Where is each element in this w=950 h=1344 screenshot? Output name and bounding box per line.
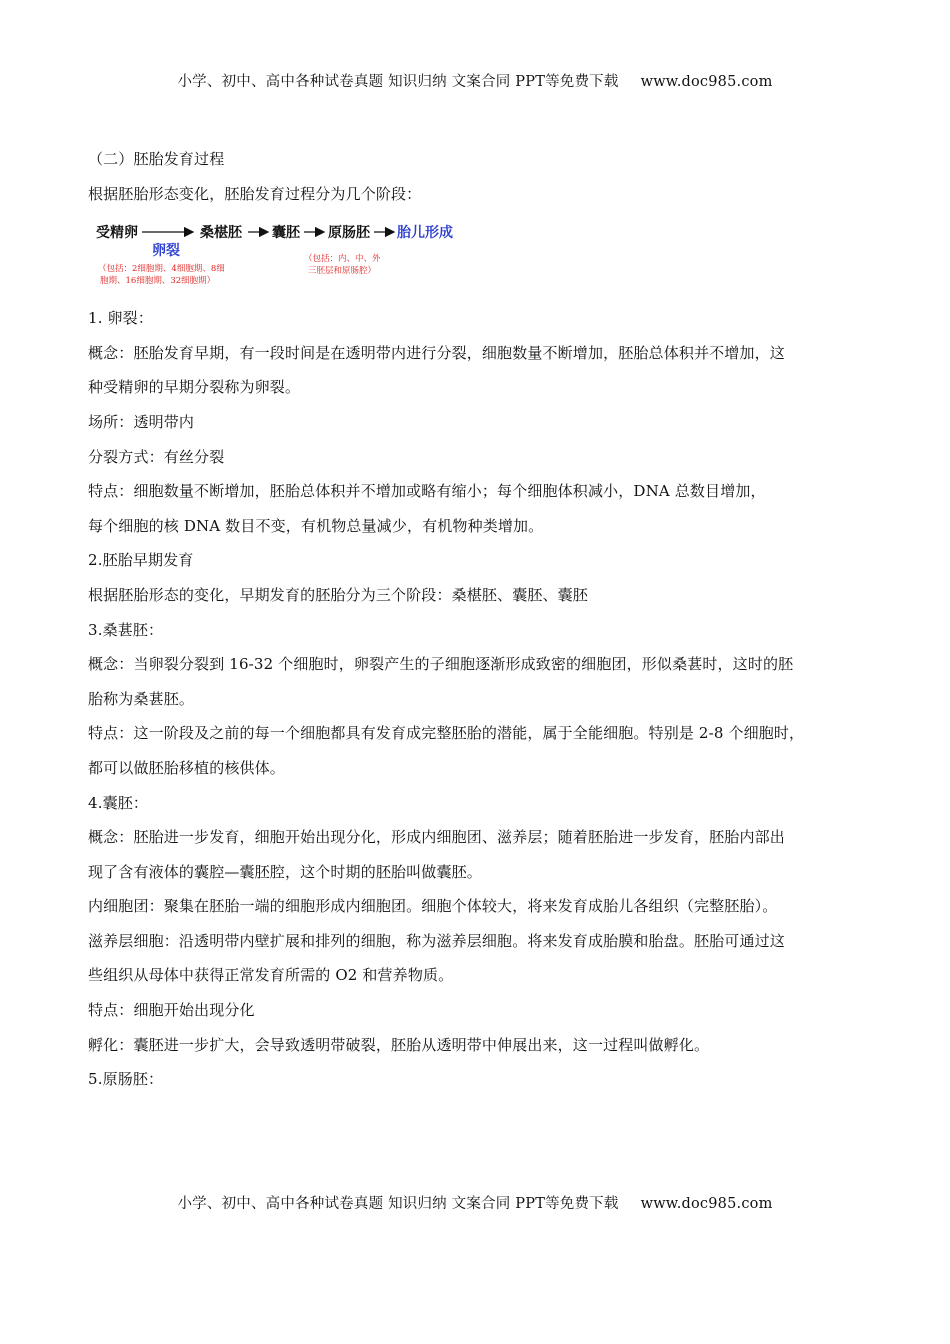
cleavage-concept-1: 概念：胚胎发育早期，有一段时间是在透明带内进行分裂，细胞数量不断增加，胚胎总体积并不增加，这 <box>88 343 785 362</box>
early-development-stages: 根据胚胎形态的变化，早期发育的胚胎分为三个阶段：桑椹胚、囊胚、囊胚 <box>88 585 588 604</box>
header-site-link[interactable]: www.doc985.com <box>640 74 773 90</box>
heading-blastocyst: 4.囊胚： <box>88 793 149 812</box>
trophoblast-1: 滋养层细胞：沿透明带内壁扩展和排列的细胞，称为滋养层细胞。将来发育成胎膜和胎盘。胚胎可通过这 <box>88 931 785 950</box>
stage-morula: 桑椹胚 <box>200 225 242 242</box>
cleavage-concept-2: 种受精卵的早期分裂称为卵裂。 <box>88 378 301 397</box>
flow-diagram-svg <box>88 213 468 287</box>
stage-gastrula: 原肠胚 <box>328 225 370 242</box>
blastocyst-concept-1: 概念：胚胎进一步发育，细胞开始出现分化，形成内细胞团、滋养层；随着胚胎进一步发育，胚胎内部出 <box>88 828 785 847</box>
morula-concept-1: 概念：当卵裂分裂到 16-32 个细胞时，卵裂产生的子细胞逐渐形成致密的细胞团，形似桑葚时，这时的胚 <box>88 655 794 674</box>
heading-morula: 3.桑葚胚： <box>88 620 164 639</box>
stage-blastocyst: 囊胚 <box>272 225 300 242</box>
footer-text: 小学、初中、高中各种试卷真题 知识归纳 文案合同 PPT等免费下载 <box>177 1196 619 1212</box>
header-text: 小学、初中、高中各种试卷真题 知识归纳 文案合同 PPT等免费下载 <box>177 74 619 90</box>
document-body <box>88 142 868 1097</box>
cleavage-features-1: 特点：细胞数量不断增加，胚胎总体积并不增加或略有缩小；每个细胞体积减小，DNA 总数目增加， <box>88 482 766 501</box>
blastocyst-features: 特点：细胞开始出现分化 <box>88 1001 255 1020</box>
hatching: 孵化：囊胚进一步扩大，会导致透明带破裂，胚胎从透明带中伸展出来，这一过程叫做孵化。 <box>88 1035 710 1054</box>
cleavage-features-2: 每个细胞的核 DNA 数目不变，有机物总量减少，有机物种类增加。 <box>88 516 544 535</box>
cleavage-note-line-1: （包括：2细胞期、4细胞期、8细 <box>98 264 225 275</box>
section-title: （二）胚胎发育过程 <box>88 150 225 168</box>
heading-gastrula: 5.原肠胚： <box>88 1070 164 1089</box>
gastrula-note-line-2: 三胚层和原肠腔） <box>308 266 377 277</box>
inner-cell-mass: 内细胞团：聚集在胚胎一端的细胞形成内细胞团。细胞个体较大，将来发育成胎儿各组织（完整胚胎）。 <box>88 897 778 916</box>
stage-fetus: 胎儿形成 <box>397 225 453 242</box>
morula-concept-2: 胎称为桑葚胚。 <box>88 689 195 708</box>
morula-features-1: 特点：这一阶段及之前的每一个细胞都具有发育成完整胚胎的潜能，属于全能细胞。特别是 2-8 个细胞时， <box>88 724 805 743</box>
trophoblast-2: 些组织从母体中获得正常发育所需的 O2 和营养物质。 <box>88 966 454 985</box>
cleavage-division-mode: 分裂方式：有丝分裂 <box>88 447 225 466</box>
intro-paragraph: 根据胚胎形态变化，胚胎发育过程分为几个阶段： <box>88 184 422 203</box>
page-header <box>0 70 950 91</box>
spacer <box>88 287 868 301</box>
footer-site-link[interactable]: www.doc985.com <box>640 1196 773 1212</box>
cleavage-location: 场所：透明带内 <box>88 412 195 431</box>
embryo-development-diagram <box>88 213 468 287</box>
cleavage-note-line-2: 胞期、16细胞期、32细胞期） <box>100 276 216 287</box>
gastrula-note-line-1: （包括：内、中、外 <box>304 254 381 265</box>
page-footer <box>0 1192 950 1213</box>
heading-early-development: 2.胚胎早期发育 <box>88 551 194 570</box>
blastocyst-concept-2: 现了含有液体的囊腔—囊胚腔，这个时期的胚胎叫做囊胚。 <box>88 862 482 881</box>
morula-features-2: 都可以做胚胎移植的核供体。 <box>88 758 285 777</box>
stage-zygote: 受精卵 <box>96 225 138 242</box>
heading-cleavage: 1. 卵裂： <box>88 309 153 328</box>
cleavage-label: 卵裂 <box>152 243 180 260</box>
